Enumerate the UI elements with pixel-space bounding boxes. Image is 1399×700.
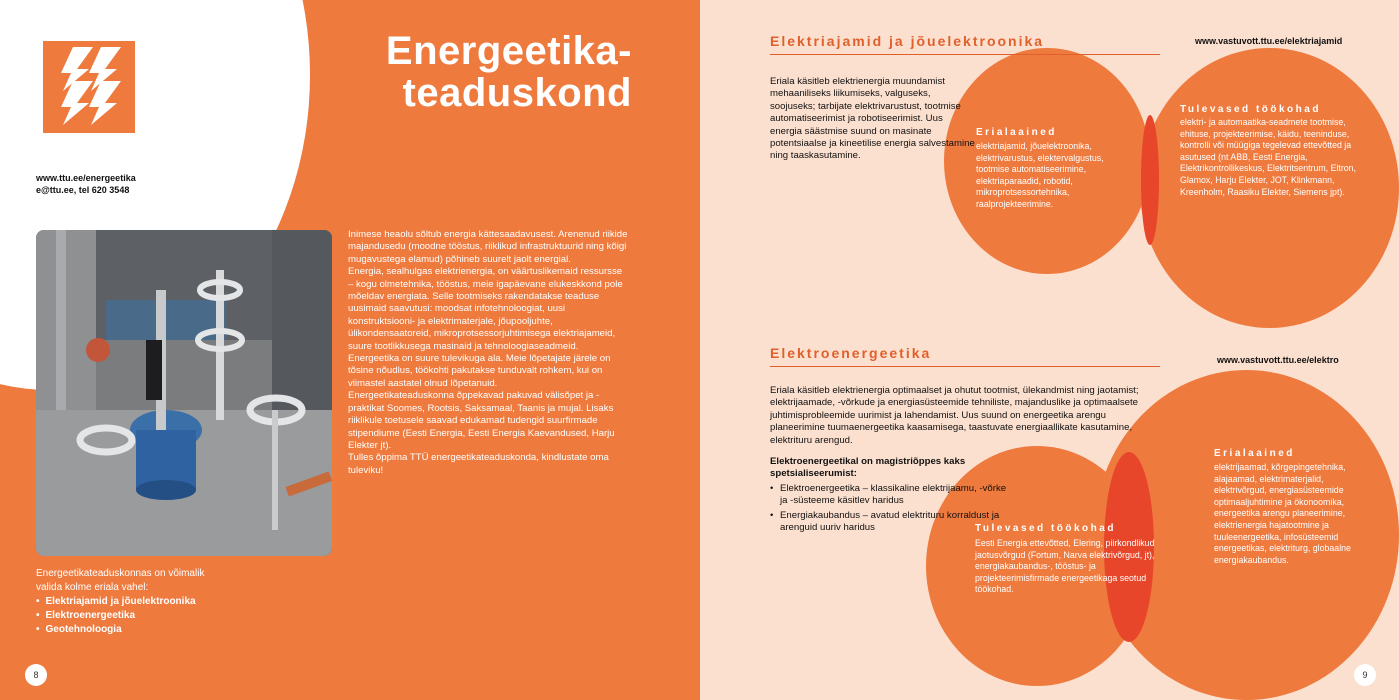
- title-line-2: teaduskond: [402, 71, 632, 115]
- contact-email-phone[interactable]: e@ttu.ee, tel 620 3548: [36, 185, 130, 195]
- intro-paragraph: Energeetika on suure tulevikuga ala. Meie lõpetajate järele on tõsine nõudlus, töökohti pakutakse tunduvalt rohkem, kui on viimastel aastatel olnud lõpetanuid.: [348, 353, 611, 389]
- section-url-power[interactable]: www.vastuvott.ttu.ee/elektro: [1217, 355, 1339, 365]
- right-page: [700, 0, 1399, 700]
- contact-info: [36, 172, 136, 196]
- jobs-title: Tulevased töökohad: [975, 523, 1116, 534]
- intro-paragraph: Energeetikateaduskonna õppekavad pakuvad välisõpet ja -praktikat Soomes, Rootsis, Saksamaal, Taanis ja mujal. Lisaks riiklikule toetusele saavad edukamad tudengid suurfirmade stipendiume (Eesti Energia, Eesti Energia Kaevandused, Harju Elekter jt).: [348, 390, 615, 451]
- lab-photo: [36, 230, 332, 556]
- section-body-power: [770, 385, 1160, 447]
- section-body-text: Eriala käsitleb elektrienergia optimaalset ja ohutut tootmist, ülekandmist ning jaotamist; elektrijaamade, -võrkude ja energiasüsteemide tehniliste, majanduslike ja optimaalsete juhtimisprobleemide uurimist ja lahendamist. Uus suund on energeetika arengu planeerimine tuumaenergeetika kaasamisega, taastuvate energiaallikate kasutamine, elektrituru arengud.: [770, 385, 1139, 446]
- jobs-text: elektri- ja automaatika-seadmete tootmise, ehituse, projekteerimise, käidu, teeninduse, kontrolli või müügiga tegelevad ettevõtted ja asutused (nt ABB, Eesti Energia, Elektrikontrollikeskus, Elektritsentrum, Eltron, Glamox, Harju Elekter, JOT, Klinkmann, Kreenholm, Raasiku Elekter, Siemens jpt).: [1180, 117, 1356, 197]
- specialization-item: • Energiakaubandus – avatud elektrituru korraldust ja arenguid uuriv haridus: [770, 510, 1010, 535]
- intro-paragraph: Tulles õppima TTÜ energeetikateaduskonda, kindlustate oma tuleviku!: [348, 452, 609, 476]
- specialty-choice: [36, 567, 226, 637]
- choice-intro: Energeetikateaduskonnas on võimalik valida kolme eriala vahel:: [36, 568, 205, 593]
- jobs-title: Tulevased töökohad: [1180, 104, 1321, 115]
- contact-web-link[interactable]: www.ttu.ee/energeetika: [36, 173, 136, 183]
- subjects-title: Erialaained: [976, 127, 1057, 138]
- section-title-drives: Elektriajamid ja jõuelektroonika: [770, 33, 1045, 49]
- page-number-right: 9: [1354, 664, 1376, 686]
- section-url-drives[interactable]: www.vastuvott.ttu.ee/elektriajamid: [1195, 36, 1343, 46]
- lightning-bolts-icon: [43, 41, 135, 133]
- specialty-item: • Elektriajamid ja jõuelektroonika: [36, 595, 226, 609]
- specializations-list: [770, 483, 1010, 535]
- specialty-list: [36, 595, 226, 637]
- page-number-left: 8: [25, 664, 47, 686]
- specialty-item: • Geotehnoloogia: [36, 623, 226, 637]
- jobs-text: Eesti Energia ettevõtted, Elering, piirkondlikud jaotusvõrgud (Fortum, Narva elektrivõrgud, jt), energiakaubandus-, tööstus- ja projekteerimisfirmade energeetikaga seotud töökohad.: [975, 538, 1155, 595]
- intro-paragraph: Inimese heaolu sõltub energia kättesaadavusest. Arenenud riikide majandusedu (moodne tööstus, riiklikud infrastruktuurid ning kõigi mugavustega elamud) põhineb suurelt jaolt energial.: [348, 229, 628, 265]
- section-divider: [770, 54, 1160, 55]
- intro-text: [348, 229, 630, 477]
- subjects-text: elektrijaamad, kõrgepingetehnika, alajaamad, elektrimaterjalid, elektrivõrgud, energiasüsteemide optimaaljuhtimine ja ökonoomika, energeetika arengu planeerimine, elektrienergia hajatootmine ja tuuleenergeetika, infosüsteemid energeetikas, elektriturg, globaalne energiakaubandus.: [1214, 462, 1351, 565]
- title-line-1: Energeetika-: [385, 29, 632, 73]
- section-body-drives: Eriala käsitleb elektrienergia muundamist mehaaniliseks liikumiseks, valguseks, soojuseks; tarbijate elektrivarustust, tootmise automatiseerimist ja robotiseerimist. Uus energia säästmise suund on masinate potentsiaalse ja kineetilise energia salvestamine ning taaskasutamine.: [770, 76, 975, 162]
- specialty-item: • Elektroenergeetika: [36, 609, 226, 623]
- intro-paragraph: Energia, sealhulgas elektrienergia, on väärtuslikemaid ressursse – kogu olmetehnika, tööstus, meie igapäevane elukeskkond pole mõeldav energiata. Selle tootmiseks rakendatakse teaduse uusimaid saavutusi: moodsat infotehnoloogiat, uusi konstruktsiooni- ja elektrimaterjale, jõupooljuhte, ülikondensaatoreid, mikroprotsessorjuhtimisega elektriajameid, suure tootlikkusega masinaid ja tehnoloogiaseadmeid.: [348, 266, 623, 352]
- section-title-power: Elektroenergeetika: [770, 345, 932, 361]
- section-divider: [770, 366, 1160, 367]
- subjects-title: Erialaained: [1214, 448, 1295, 459]
- specializations: [770, 455, 1010, 536]
- specialization-item: • Elektroenergeetika – klassikaline elektrijaamu, -võrke ja -süsteeme käsitlev haridus: [770, 483, 1010, 508]
- specializations-heading: Elektroenergeetikal on magistriõppes kaks spetsialiseerumist:: [770, 456, 966, 480]
- circle-overlap: [1141, 115, 1159, 245]
- subjects-text: elektriajamid, jõuelektroonika, elektrivarustus, elektervalgustus, tootmise automatiseerimine, elektriaparaadid, robotid, mikroprotsessortehnika, raalprojekteerimine.: [976, 141, 1104, 209]
- page-title: [320, 30, 632, 114]
